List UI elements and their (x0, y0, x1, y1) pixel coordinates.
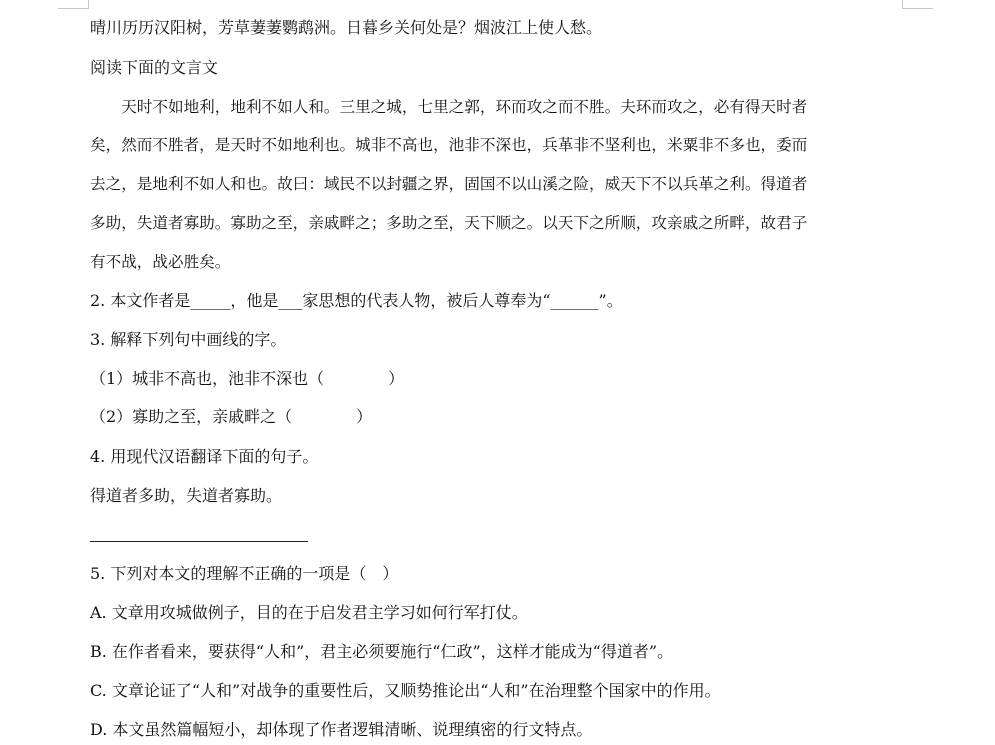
passage-line: 天时不如地利，地利不如人和。三里之城，七里之郭，环而攻之而不胜。夫环而攻之，必有得天时者 (90, 98, 808, 116)
question-3-item-2: （2）寡助之至，亲戚畔之（ ） (90, 407, 373, 426)
question-3: 3. 解释下列句中画线的字。 (90, 330, 287, 349)
option-c: C. 文章论证了“人和”对战争的重要性后，又顺势推论出“人和”在治理整个国家中的作用。 (90, 681, 721, 700)
reading-instruction: 阅读下面的文言文 (90, 58, 219, 77)
passage-line: 有不战，战必胜矣。 (90, 253, 231, 271)
question-3-item-1: （1）城非不高也，池非不深也（ ） (90, 369, 405, 388)
option-d: D. 本文虽然篇幅短小，却体现了作者逻辑清晰、说理缜密的行文特点。 (90, 720, 593, 739)
option-b: B. 在作者看来，要获得“人和”，君主必须要施行“仁政”，这样才能成为“得道者”。 (90, 642, 674, 661)
answer-line (90, 541, 308, 542)
page-corner-mark-right (902, 0, 933, 9)
passage-line: 多助，失道者寡助。寡助之至，亲戚畔之；多助之至，天下顺之。以天下之所顺，攻亲戚之所畔，故君子 (90, 214, 808, 232)
passage-line: 矣，然而不胜者，是天时不如地利也。城非不高也，池非不深也，兵革非不坚利也，米粟非不多也，委而 (90, 136, 808, 154)
question-5: 5. 下列对本文的理解不正确的一项是（ ） (90, 564, 399, 583)
question-2: 2. 本文作者是_____，他是___家思想的代表人物，被后人尊奉为“______”。 (90, 291, 623, 310)
page-corner-mark-left (58, 0, 89, 9)
translation-sentence: 得道者多助，失道者寡助。 (90, 486, 283, 505)
passage-line: 去之，是地利不如人和也。故曰：域民不以封疆之界，固国不以山溪之险，威天下不以兵革之利。得道者 (90, 175, 808, 193)
option-a: A. 文章用攻城做例子，目的在于启发君主学习如何行军打仗。 (90, 603, 528, 622)
question-4: 4. 用现代汉语翻译下面的句子。 (90, 447, 319, 466)
poem-line: 晴川历历汉阳树，芳草萋萋鹦鹉洲。日暮乡关何处是？烟波江上使人愁。 (90, 18, 603, 37)
